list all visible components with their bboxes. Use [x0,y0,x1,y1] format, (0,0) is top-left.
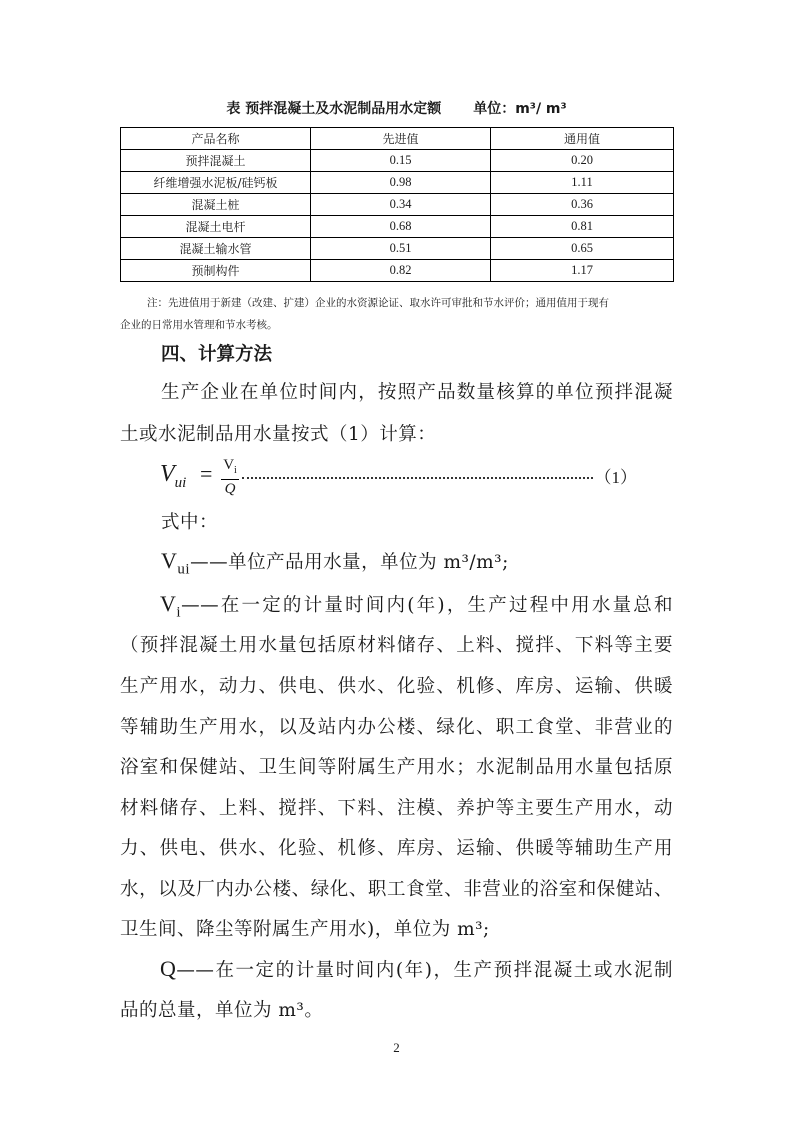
cell-advanced: 0.34 [311,194,491,216]
cell-product: 预拌混凝土 [121,150,311,172]
header-product: 产品名称 [121,128,311,150]
header-advanced: 先进值 [311,128,491,150]
section-heading: 四、计算方法 [161,344,273,365]
table-row [121,172,674,194]
header-general: 通用值 [491,128,674,150]
def-q-line2: 品的总量，单位为 m³。 [120,1000,324,1021]
table-header-row [121,128,674,150]
def-vi-line: 等辅助生产用水，以及站内办公楼、绿化、职工食堂、非营业的 [120,717,673,738]
page-number: 2 [393,1040,400,1055]
table-caption [0,98,793,118]
cell-advanced: 0.98 [311,172,491,194]
table-row [121,194,674,216]
caption-unit-label: 单位： [473,101,516,117]
caption-unit-value: m³/ m³ [515,101,567,117]
water-quota-table [120,127,674,282]
def-vi-line: 水，以及厂内办公楼、绿化、职工食堂、非营业的浴室和保健站、 [120,879,673,900]
cell-general: 0.20 [491,150,674,172]
formula-number: （1） [594,468,637,487]
table-row [121,150,674,172]
caption-title: 表 预拌混凝土及水泥制品用水定额 [226,101,442,117]
formula-leader-dots [242,467,593,479]
cell-general: 0.36 [491,194,674,216]
cell-product: 混凝土桩 [121,194,311,216]
formula-numerator: $V_i$ [221,457,239,480]
vi-symbol: $V_i$ [160,591,182,621]
def-vi-line: 生产用水，动力、供电、供水、化验、机修、库房、运输、供暖 [120,676,673,697]
def-vi-line: （预拌混凝土用水量包括原材料储存、上料、搅拌、下料等主要 [120,635,673,656]
cell-advanced: 0.51 [311,238,491,260]
table-row [121,260,674,282]
vui-symbol: $V_{ui}$ [161,548,191,578]
cell-general: 1.17 [491,260,674,282]
cell-general: 0.81 [491,216,674,238]
table-row [121,216,674,238]
cell-advanced: 0.15 [311,150,491,172]
intro-line2: 土或水泥制品用水量按式（1）计算： [120,424,437,445]
cell-product: 预制构件 [121,260,311,282]
def-vui [161,548,509,578]
cell-general: 0.65 [491,238,674,260]
formula-equals: = [200,461,213,486]
cell-product: 纤维增强水泥板/硅钙板 [121,172,311,194]
table-row [121,238,674,260]
formula-1 [160,455,673,497]
def-vi-line1: $V_i——$在一定的计量时间内(年)，生产过程中用水量总和 [160,591,673,621]
def-vi-line: 浴室和保健站、卫生间等附属生产用水；水泥制品用水量包括原 [120,757,673,778]
def-vi-last: 卫生间、降尘等附属生产用水)，单位为 m³; [120,919,490,940]
formula-lhs: $V_{ui}$ [160,461,187,491]
cell-advanced: 0.82 [311,260,491,282]
table-note-line2: 企业的日常用水管理和节水考核。 [120,319,278,331]
cell-general: 1.11 [491,172,674,194]
def-vi-line: 材料储存、上料、搅拌、下料、注模、养护等主要生产用水，动 [120,798,673,819]
cell-advanced: 0.68 [311,216,491,238]
q-symbol: Q [160,956,177,981]
vui-text: ——单位产品用水量，单位为 m³/m³; [190,552,509,573]
intro-line1: 生产企业在单位时间内，按照产品数量核算的单位预拌混凝 [161,382,673,403]
def-vi-line: 力、供电、供水、化验、机修、库房、运输、供暖等辅助生产用 [120,838,673,859]
cell-product: 混凝土输水管 [121,238,311,260]
cell-product: 混凝土电杆 [121,216,311,238]
formula-denominator: Q [224,481,236,497]
formula-fraction [221,457,239,498]
where-label: 式中： [161,512,219,533]
def-q-line1: Q——在一定的计量时间内(年)，生产预拌混凝土或水泥制 [160,956,673,981]
table-note-line1: 注：先进值用于新建（改建、扩建）企业的水资源论证、取水许可审批和节水评价；通用值用于现有 [147,297,609,309]
